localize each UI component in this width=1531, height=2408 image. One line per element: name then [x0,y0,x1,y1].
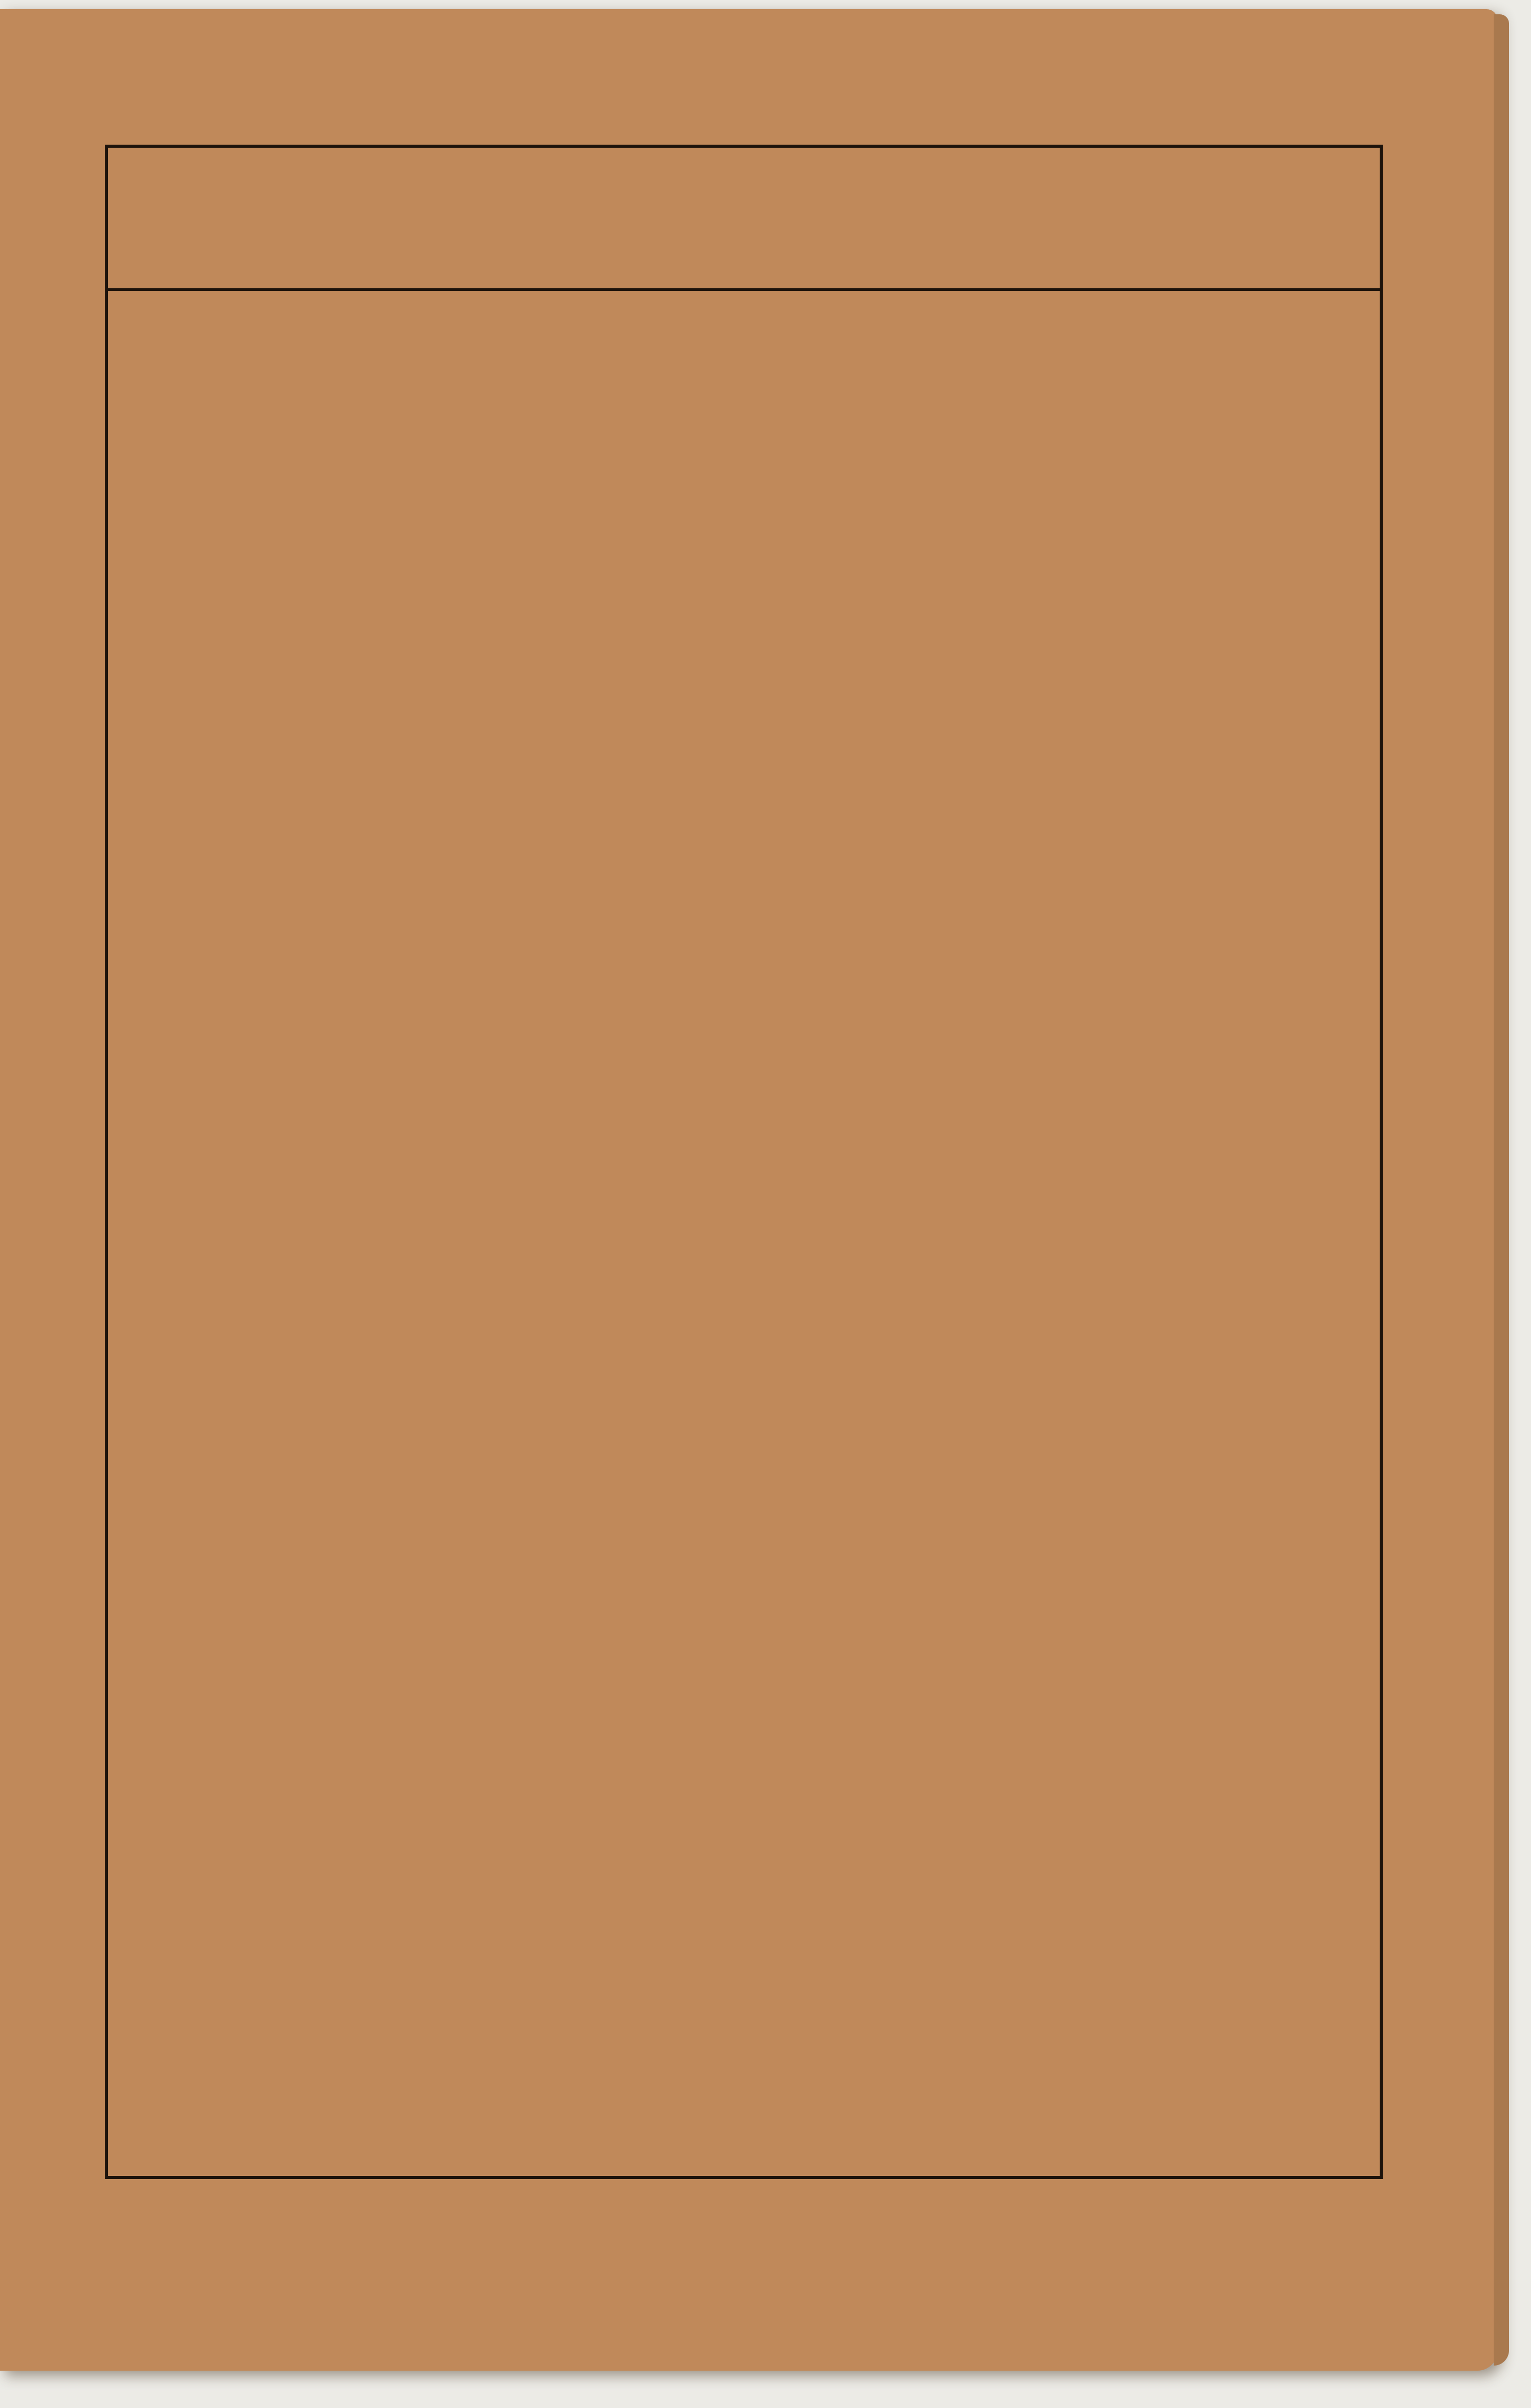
may-section [108,1239,1380,2174]
book-page [0,9,1498,2371]
table-frame [105,145,1383,2179]
page-edge [1494,14,1509,2366]
june-day-strip [108,1132,1380,1239]
table-area [108,288,1380,2176]
header [108,148,1380,291]
june-section [108,288,1380,1132]
